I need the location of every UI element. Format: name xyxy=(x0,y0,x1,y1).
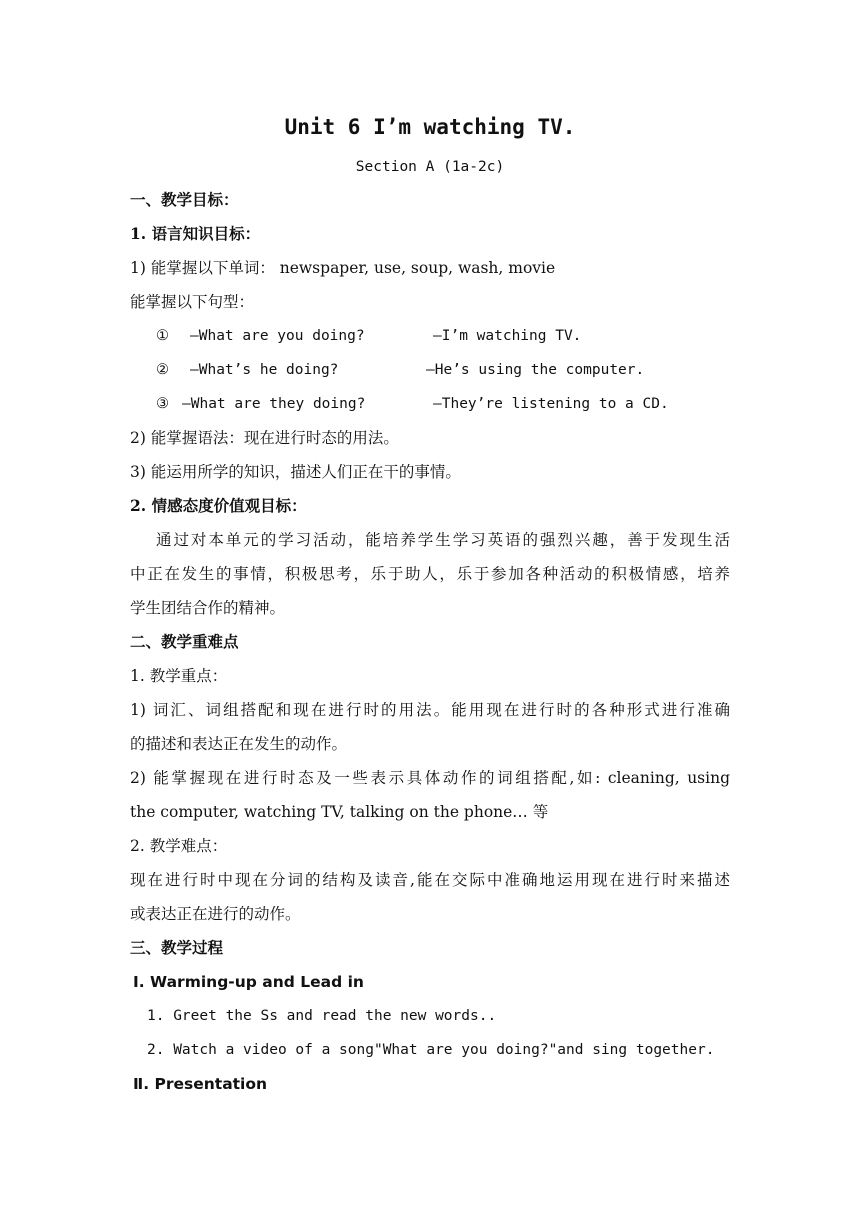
step-item: 2. Watch a video of a song"What are you doing?"and sing together. xyxy=(147,1042,715,1058)
step-item: 1. Greet the Ss and read the new words.. xyxy=(147,1008,497,1024)
paragraph-line: 中正在发生的事情，积极思考，乐于助人，乐于参加各种活动的积极情感，培养 xyxy=(130,565,730,583)
section-heading-key-points: 二、教学重难点 xyxy=(130,632,239,651)
paragraph-line: 或表达正在进行的动作。 xyxy=(130,905,301,923)
paragraph-line: 1) 词汇、词组搭配和现在进行时的用法。能用现在进行时的各种形式进行准确 xyxy=(130,701,730,719)
sentence-number: ② xyxy=(156,362,169,378)
vocabulary-text: 1) 能掌握以下单词： newspaper, use, soup, wash, movie xyxy=(130,259,556,277)
grammar-line: 2) 能掌握语法：现在进行时态的用法。 xyxy=(130,429,399,447)
step-heading: Ⅰ. Warming-up and Lead in xyxy=(133,973,364,991)
paragraph-line: 2) 能掌握现在进行时态及一些表示具体动作的词组搭配,如: cleaning, using xyxy=(130,769,730,787)
subheading-knowledge-objectives: 1. 语言知识目标： xyxy=(130,224,261,243)
subheading-focus: 1. 教学重点： xyxy=(130,667,228,685)
usage-line: 3) 能运用所学的知识，描述人们正在干的事情。 xyxy=(130,463,461,481)
sentence-answer: —I’m watching TV. xyxy=(433,328,582,344)
subheading-difficulty: 2. 教学难点： xyxy=(130,837,228,855)
paragraph-line: the computer, watching TV, talking on the phone… 等 xyxy=(130,803,549,821)
paragraph-line: 现在进行时中现在分词的结构及读音,能在交际中准确地运用现在进行时来描述 xyxy=(130,871,730,889)
paragraph-line: 学生团结合作的精神。 xyxy=(130,599,286,617)
sentence-answer: —He’s using the computer. xyxy=(426,362,645,378)
sentence-question: —What are you doing? xyxy=(190,328,365,344)
section-heading-process: 三、教学过程 xyxy=(130,938,224,957)
sentence-answer: —They’re listening to a CD. xyxy=(433,396,669,412)
sentence-question: —What’s he doing? xyxy=(190,362,339,378)
sentence-question: —What are they doing? xyxy=(182,396,366,412)
vocabulary-line xyxy=(130,257,730,279)
sentence-number: ③ xyxy=(156,396,169,412)
document-title: Unit 6 I’m watching TV. xyxy=(284,115,576,139)
subheading-affective-objectives: 2. 情感态度价值观目标： xyxy=(130,496,307,515)
sentence-number: ① xyxy=(156,328,169,344)
paragraph-line: 通过对本单元的学习活动，能培养学生学习英语的强烈兴趣，善于发现生活 xyxy=(156,531,730,549)
paragraph-line: 的描述和表达正在发生的动作。 xyxy=(130,735,348,753)
document-subtitle: Section A (1a-2c) xyxy=(355,159,505,175)
step-heading: Ⅱ. Presentation xyxy=(133,1075,268,1093)
sentence-patterns-intro: 能掌握以下句型： xyxy=(130,293,255,311)
section-heading-objectives: 一、教学目标： xyxy=(130,190,239,209)
